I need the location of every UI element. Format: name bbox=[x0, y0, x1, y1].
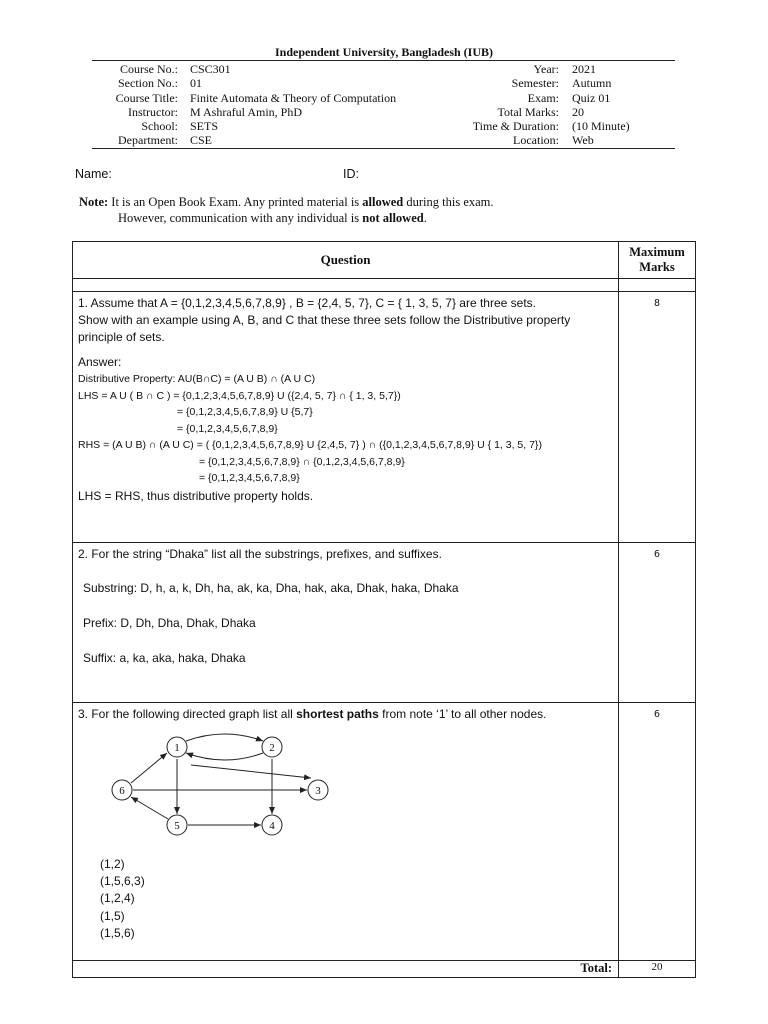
path-item: (1,5) bbox=[100, 908, 125, 923]
node-3-label: 3 bbox=[315, 785, 321, 797]
q3-marks: 6 bbox=[619, 703, 696, 961]
value-semester: Autumn bbox=[572, 76, 612, 91]
label-instructor: Instructor: bbox=[128, 104, 178, 119]
label-total-marks: Total Marks: bbox=[497, 104, 559, 119]
value-course-title: Finite Automata & Theory of Computation bbox=[190, 90, 397, 105]
value-exam: Quiz 01 bbox=[572, 90, 611, 105]
value-year: 2021 bbox=[572, 62, 596, 76]
label-exam: Exam: bbox=[527, 90, 559, 105]
header-bottom-rule bbox=[92, 148, 675, 149]
label-course-title: Course Title: bbox=[115, 90, 178, 105]
question-header: Question bbox=[73, 242, 619, 279]
q1-answer-line3: = {0,1,2,3,4,5,6,7,8,9} U {5,7} bbox=[177, 406, 313, 418]
note-text-4: . bbox=[423, 211, 427, 225]
label-time-duration: Time & Duration: bbox=[472, 119, 559, 134]
directed-graph bbox=[103, 731, 343, 853]
q3-text-c: from note ‘1’ to all other nodes. bbox=[378, 707, 547, 721]
q1-answer-line6: = {0,1,2,3,4,5,6,7,8,9} ∩ {0,1,2,3,4,5,6,7,8,9} bbox=[199, 456, 405, 468]
q2-substrings: Substring: D, h, a, k, Dh, ha, ak, ka, Dha, hak, aka, Dhak, haka, Dhaka bbox=[83, 581, 459, 595]
q1-line1: 1. Assume that A = {0,1,2,3,4,5,6,7,8,9} , B = {2,4, 5, 7}, C = { 1, 3, 5, 7} are three sets. bbox=[78, 296, 536, 310]
path-item: (1,5,6,3) bbox=[100, 874, 145, 889]
note-label: Note: bbox=[79, 195, 109, 209]
name-label: Name: bbox=[75, 167, 112, 181]
q1-line2: Show with an example using A, B, and C that these three sets follow the Distributive property bbox=[78, 313, 571, 327]
path-item: (1,2) bbox=[100, 857, 125, 871]
q2-prefixes: Prefix: D, Dh, Dha, Dhak, Dhaka bbox=[83, 616, 256, 630]
marks-header-line1: Maximum bbox=[629, 245, 685, 259]
path-item: (1,2,4) bbox=[100, 891, 135, 906]
label-department: Department: bbox=[118, 133, 178, 148]
note-text-2: during this exam. bbox=[403, 195, 494, 209]
node-6-label: 6 bbox=[119, 785, 125, 797]
q3-text-a: 3. For the following directed graph list all bbox=[78, 707, 297, 721]
q1-conclusion: LHS = RHS, thus distributive property holds. bbox=[78, 489, 314, 503]
value-school: SETS bbox=[190, 119, 219, 134]
university-title: Independent University, Bangladesh (IUB) bbox=[274, 45, 494, 59]
note-not-allowed: not allowed bbox=[362, 211, 424, 225]
header-right-values bbox=[572, 62, 630, 148]
exam-note bbox=[79, 194, 494, 226]
node-2-label: 2 bbox=[269, 742, 275, 754]
value-time-duration: (10 Minute) bbox=[572, 119, 630, 134]
id-label: ID: bbox=[343, 167, 359, 181]
q1-line3: principle of sets. bbox=[78, 330, 165, 344]
edge-2-1 bbox=[186, 753, 263, 760]
q1-marks: 8 bbox=[619, 292, 696, 543]
node-5-label: 5 bbox=[174, 820, 180, 832]
total-value: 20 bbox=[619, 961, 696, 978]
value-location: Web bbox=[572, 133, 594, 148]
edge-1-2 bbox=[186, 734, 263, 741]
question-2 bbox=[73, 543, 619, 703]
label-course-no: Course No.: bbox=[120, 62, 178, 76]
label-location: Location: bbox=[513, 133, 559, 148]
total-label: Total: bbox=[73, 961, 619, 978]
q1-answer-line1: Distributive Property: AU(B∩C) = (A U B) ∩ (A U C) bbox=[78, 373, 316, 385]
question-1 bbox=[73, 292, 619, 543]
path-item: (1,5,6) bbox=[100, 925, 135, 940]
header-left-values bbox=[190, 62, 396, 148]
q3-text-bold: shortest paths bbox=[296, 707, 379, 721]
q1-answer-line2: LHS = A U ( B ∩ C ) = {0,1,2,3,4,5,6,7,8,9} U ({2,4, 5, 7} ∩ { 1, 3, 5,7}) bbox=[78, 390, 401, 402]
question-table bbox=[72, 241, 696, 978]
header-right-labels bbox=[420, 62, 559, 148]
value-course-no: CSC301 bbox=[190, 62, 231, 76]
marks-header bbox=[619, 242, 696, 279]
q3-line1 bbox=[78, 707, 546, 721]
label-school: School: bbox=[141, 119, 178, 134]
value-instructor: M Ashraful Amin, PhD bbox=[190, 104, 303, 119]
node-4-label: 4 bbox=[269, 820, 275, 832]
q2-marks: 6 bbox=[619, 543, 696, 703]
edge-6-1 bbox=[131, 753, 167, 783]
value-section-no: 01 bbox=[190, 76, 202, 91]
edge-5-6 bbox=[131, 797, 168, 819]
spacer-cell bbox=[73, 279, 619, 292]
q3-answer-paths bbox=[100, 856, 145, 942]
note-text-3: However, communication with any individual is bbox=[118, 211, 363, 225]
edge-1-3 bbox=[191, 765, 311, 778]
marks-header-line2: Marks bbox=[639, 260, 675, 274]
q2-suffixes: Suffix: a, ka, aka, haka, Dhaka bbox=[83, 651, 246, 665]
q1-answer-line4: = {0,1,2,3,4,5,6,7,8,9} bbox=[177, 423, 278, 435]
q1-answer-label: Answer: bbox=[78, 355, 122, 369]
note-allowed: allowed bbox=[362, 195, 404, 209]
label-year: Year: bbox=[533, 62, 559, 76]
header-top-rule bbox=[92, 60, 675, 61]
header-left-labels bbox=[60, 62, 178, 148]
spacer-cell bbox=[619, 279, 696, 292]
label-section-no: Section No.: bbox=[118, 76, 178, 91]
node-1-label: 1 bbox=[174, 742, 180, 754]
q1-answer-line5: RHS = (A U B) ∩ (A U C) = ( {0,1,2,3,4,5,6,7,8,9} U {2,4,5, 7} ) ∩ ({0,1,2,3,4,5,6,7,8,9} U { 1, 3, 5, 7}) bbox=[78, 439, 542, 451]
q1-answer-line7: = {0,1,2,3,4,5,6,7,8,9} bbox=[199, 472, 300, 484]
label-semester: Semester: bbox=[511, 76, 559, 91]
value-total-marks: 20 bbox=[572, 104, 584, 119]
value-department: CSE bbox=[190, 133, 213, 148]
q2-line1: 2. For the string “Dhaka” list all the substrings, prefixes, and suffixes. bbox=[78, 547, 442, 561]
question-3 bbox=[73, 703, 619, 961]
note-text-1: It is an Open Book Exam. Any printed material is bbox=[108, 195, 363, 209]
